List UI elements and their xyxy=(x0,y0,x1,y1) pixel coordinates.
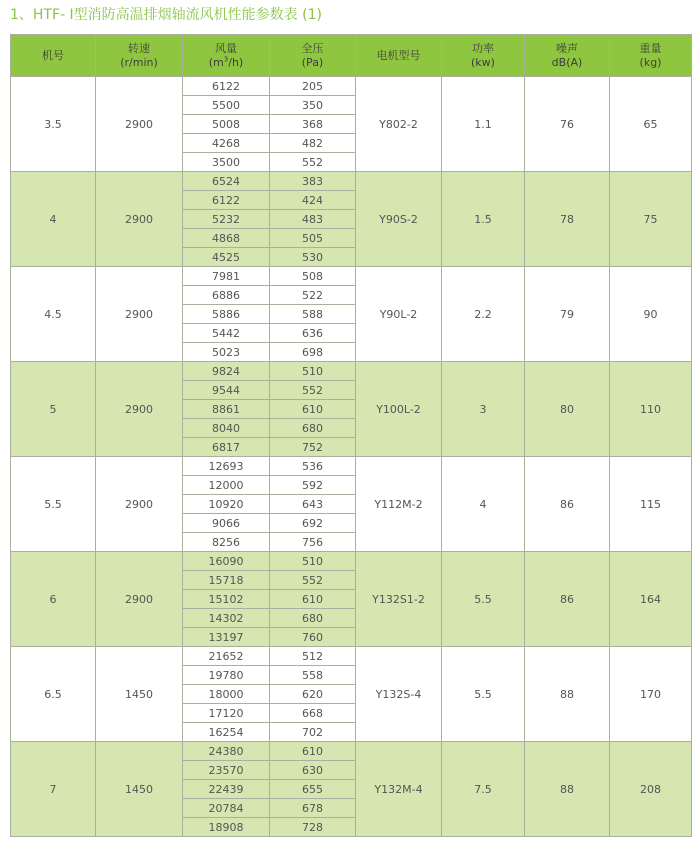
airflow-cell: 23570 xyxy=(183,761,270,780)
header-row xyxy=(11,35,692,77)
pressure-cell: 508 xyxy=(270,267,356,286)
pressure-cell: 702 xyxy=(270,723,356,742)
table-row xyxy=(11,267,692,286)
model-cell: 6.5 xyxy=(11,647,96,742)
table-row xyxy=(11,647,692,666)
table-row xyxy=(11,742,692,761)
model-cell: 4.5 xyxy=(11,267,96,362)
noise-cell: 88 xyxy=(525,742,610,837)
pressure-cell: 610 xyxy=(270,742,356,761)
airflow-cell: 8256 xyxy=(183,533,270,552)
motor-cell: Y802-2 xyxy=(356,77,442,172)
model-cell: 7 xyxy=(11,742,96,837)
noise-cell: 86 xyxy=(525,552,610,647)
weight-cell: 110 xyxy=(610,362,692,457)
pressure-cell: 760 xyxy=(270,628,356,647)
pressure-cell: 592 xyxy=(270,476,356,495)
header-model-label: 机号 xyxy=(42,48,64,62)
motor-cell: Y100L-2 xyxy=(356,362,442,457)
airflow-cell: 3500 xyxy=(183,153,270,172)
motor-cell: Y132S-4 xyxy=(356,647,442,742)
header-noise-label: 噪声 xyxy=(556,41,578,55)
pressure-cell: 610 xyxy=(270,590,356,609)
table-row xyxy=(11,362,692,381)
motor-cell: Y90L-2 xyxy=(356,267,442,362)
airflow-cell: 12000 xyxy=(183,476,270,495)
airflow-cell: 5442 xyxy=(183,324,270,343)
speed-cell: 1450 xyxy=(96,647,183,742)
header-pressure xyxy=(270,35,356,77)
pressure-cell: 678 xyxy=(270,799,356,818)
airflow-cell: 16090 xyxy=(183,552,270,571)
airflow-cell: 8861 xyxy=(183,400,270,419)
power-cell: 1.1 xyxy=(442,77,525,172)
header-speed-unit: (r/min) xyxy=(120,55,158,69)
pressure-cell: 698 xyxy=(270,343,356,362)
weight-cell: 65 xyxy=(610,77,692,172)
header-speed-label: 转速 xyxy=(128,41,150,55)
noise-cell: 78 xyxy=(525,172,610,267)
power-cell: 5.5 xyxy=(442,647,525,742)
pressure-cell: 483 xyxy=(270,210,356,229)
header-pressure-label: 全压 xyxy=(301,41,324,55)
pressure-cell: 636 xyxy=(270,324,356,343)
table-body xyxy=(11,77,692,837)
airflow-cell: 13197 xyxy=(183,628,270,647)
power-cell: 2.2 xyxy=(442,267,525,362)
power-cell: 4 xyxy=(442,457,525,552)
speed-cell: 2900 xyxy=(96,362,183,457)
airflow-cell: 5232 xyxy=(183,210,270,229)
airflow-cell: 10920 xyxy=(183,495,270,514)
airflow-cell: 6886 xyxy=(183,286,270,305)
header-power xyxy=(442,35,525,77)
airflow-cell: 16254 xyxy=(183,723,270,742)
weight-cell: 208 xyxy=(610,742,692,837)
airflow-cell: 12693 xyxy=(183,457,270,476)
motor-cell: Y90S-2 xyxy=(356,172,442,267)
model-cell: 6 xyxy=(11,552,96,647)
header-weight xyxy=(610,35,692,77)
page-title: 1、HTF- Ⅰ型消防高温排烟轴流风机性能参数表 (1) xyxy=(10,7,322,23)
pressure-cell: 752 xyxy=(270,438,356,457)
pressure-cell: 383 xyxy=(270,172,356,191)
pressure-cell: 668 xyxy=(270,704,356,723)
airflow-cell: 6524 xyxy=(183,172,270,191)
airflow-cell: 9824 xyxy=(183,362,270,381)
pressure-cell: 692 xyxy=(270,514,356,533)
fan-spec-table xyxy=(10,34,692,837)
airflow-cell: 14302 xyxy=(183,609,270,628)
table-row xyxy=(11,457,692,476)
pressure-cell: 558 xyxy=(270,666,356,685)
model-cell: 5.5 xyxy=(11,457,96,552)
pressure-cell: 680 xyxy=(270,609,356,628)
header-airflow-unit xyxy=(183,56,269,70)
header-weight-label: 重量 xyxy=(639,41,662,55)
pressure-cell: 522 xyxy=(270,286,356,305)
airflow-cell: 22439 xyxy=(183,780,270,799)
pressure-cell: 482 xyxy=(270,134,356,153)
speed-cell: 2900 xyxy=(96,172,183,267)
motor-cell: Y132S1-2 xyxy=(356,552,442,647)
header-noise xyxy=(525,35,610,77)
speed-cell: 1450 xyxy=(96,742,183,837)
pressure-cell: 610 xyxy=(270,400,356,419)
pressure-cell: 620 xyxy=(270,685,356,704)
airflow-cell: 8040 xyxy=(183,419,270,438)
pressure-cell: 552 xyxy=(270,381,356,400)
pressure-cell: 552 xyxy=(270,571,356,590)
pressure-cell: 588 xyxy=(270,305,356,324)
airflow-cell: 19780 xyxy=(183,666,270,685)
model-cell: 5 xyxy=(11,362,96,457)
pressure-cell: 368 xyxy=(270,115,356,134)
header-motor xyxy=(356,35,442,77)
speed-cell: 2900 xyxy=(96,552,183,647)
airflow-cell: 21652 xyxy=(183,647,270,666)
table-row xyxy=(11,77,692,96)
airflow-cell: 24380 xyxy=(183,742,270,761)
airflow-cell: 20784 xyxy=(183,799,270,818)
header-airflow-label: 风量 xyxy=(215,41,237,55)
header-noise-unit: dB(A) xyxy=(551,55,583,69)
airflow-cell: 4868 xyxy=(183,229,270,248)
airflow-cell: 6122 xyxy=(183,191,270,210)
airflow-cell: 17120 xyxy=(183,704,270,723)
speed-cell: 2900 xyxy=(96,267,183,362)
airflow-cell: 4268 xyxy=(183,134,270,153)
power-cell: 1.5 xyxy=(442,172,525,267)
table-row xyxy=(11,172,692,191)
power-cell: 7.5 xyxy=(442,742,525,837)
weight-cell: 170 xyxy=(610,647,692,742)
model-cell: 4 xyxy=(11,172,96,267)
airflow-cell: 15718 xyxy=(183,571,270,590)
header-pressure-unit: (Pa) xyxy=(301,55,324,69)
pressure-cell: 505 xyxy=(270,229,356,248)
airflow-cell: 4525 xyxy=(183,248,270,267)
pressure-cell: 512 xyxy=(270,647,356,666)
header-airflow-unit-pre: (m xyxy=(208,55,224,69)
power-cell: 5.5 xyxy=(442,552,525,647)
table-row xyxy=(11,552,692,571)
model-cell: 3.5 xyxy=(11,77,96,172)
airflow-cell: 15102 xyxy=(183,590,270,609)
weight-cell: 90 xyxy=(610,267,692,362)
airflow-cell: 5886 xyxy=(183,305,270,324)
airflow-cell: 5008 xyxy=(183,115,270,134)
motor-cell: Y112M-2 xyxy=(356,457,442,552)
airflow-cell: 9066 xyxy=(183,514,270,533)
header-power-unit: (kw) xyxy=(471,55,495,69)
airflow-cell: 7981 xyxy=(183,267,270,286)
pressure-cell: 536 xyxy=(270,457,356,476)
weight-cell: 115 xyxy=(610,457,692,552)
header-weight-unit: (kg) xyxy=(639,55,662,69)
pressure-cell: 424 xyxy=(270,191,356,210)
airflow-cell: 5500 xyxy=(183,96,270,115)
airflow-cell: 18908 xyxy=(183,818,270,837)
header-motor-label: 电机型号 xyxy=(376,48,421,62)
pressure-cell: 756 xyxy=(270,533,356,552)
header-power-label: 功率 xyxy=(472,41,494,55)
header-speed xyxy=(96,35,183,77)
pressure-cell: 205 xyxy=(270,77,356,96)
noise-cell: 86 xyxy=(525,457,610,552)
pressure-cell: 680 xyxy=(270,419,356,438)
pressure-cell: 350 xyxy=(270,96,356,115)
pressure-cell: 643 xyxy=(270,495,356,514)
pressure-cell: 630 xyxy=(270,761,356,780)
header-airflow xyxy=(183,35,270,77)
noise-cell: 76 xyxy=(525,77,610,172)
header-airflow-unit-post: /h) xyxy=(228,55,244,69)
pressure-cell: 530 xyxy=(270,248,356,267)
weight-cell: 75 xyxy=(610,172,692,267)
airflow-cell: 6122 xyxy=(183,77,270,96)
weight-cell: 164 xyxy=(610,552,692,647)
power-cell: 3 xyxy=(442,362,525,457)
speed-cell: 2900 xyxy=(96,77,183,172)
header-model xyxy=(11,35,96,77)
airflow-cell: 18000 xyxy=(183,685,270,704)
pressure-cell: 728 xyxy=(270,818,356,837)
airflow-cell: 5023 xyxy=(183,343,270,362)
motor-cell: Y132M-4 xyxy=(356,742,442,837)
noise-cell: 79 xyxy=(525,267,610,362)
noise-cell: 88 xyxy=(525,647,610,742)
pressure-cell: 510 xyxy=(270,362,356,381)
speed-cell: 2900 xyxy=(96,457,183,552)
noise-cell: 80 xyxy=(525,362,610,457)
pressure-cell: 655 xyxy=(270,780,356,799)
pressure-cell: 510 xyxy=(270,552,356,571)
header-airflow-unit-sup: 3 xyxy=(223,54,229,63)
pressure-cell: 552 xyxy=(270,153,356,172)
airflow-cell: 6817 xyxy=(183,438,270,457)
airflow-cell: 9544 xyxy=(183,381,270,400)
